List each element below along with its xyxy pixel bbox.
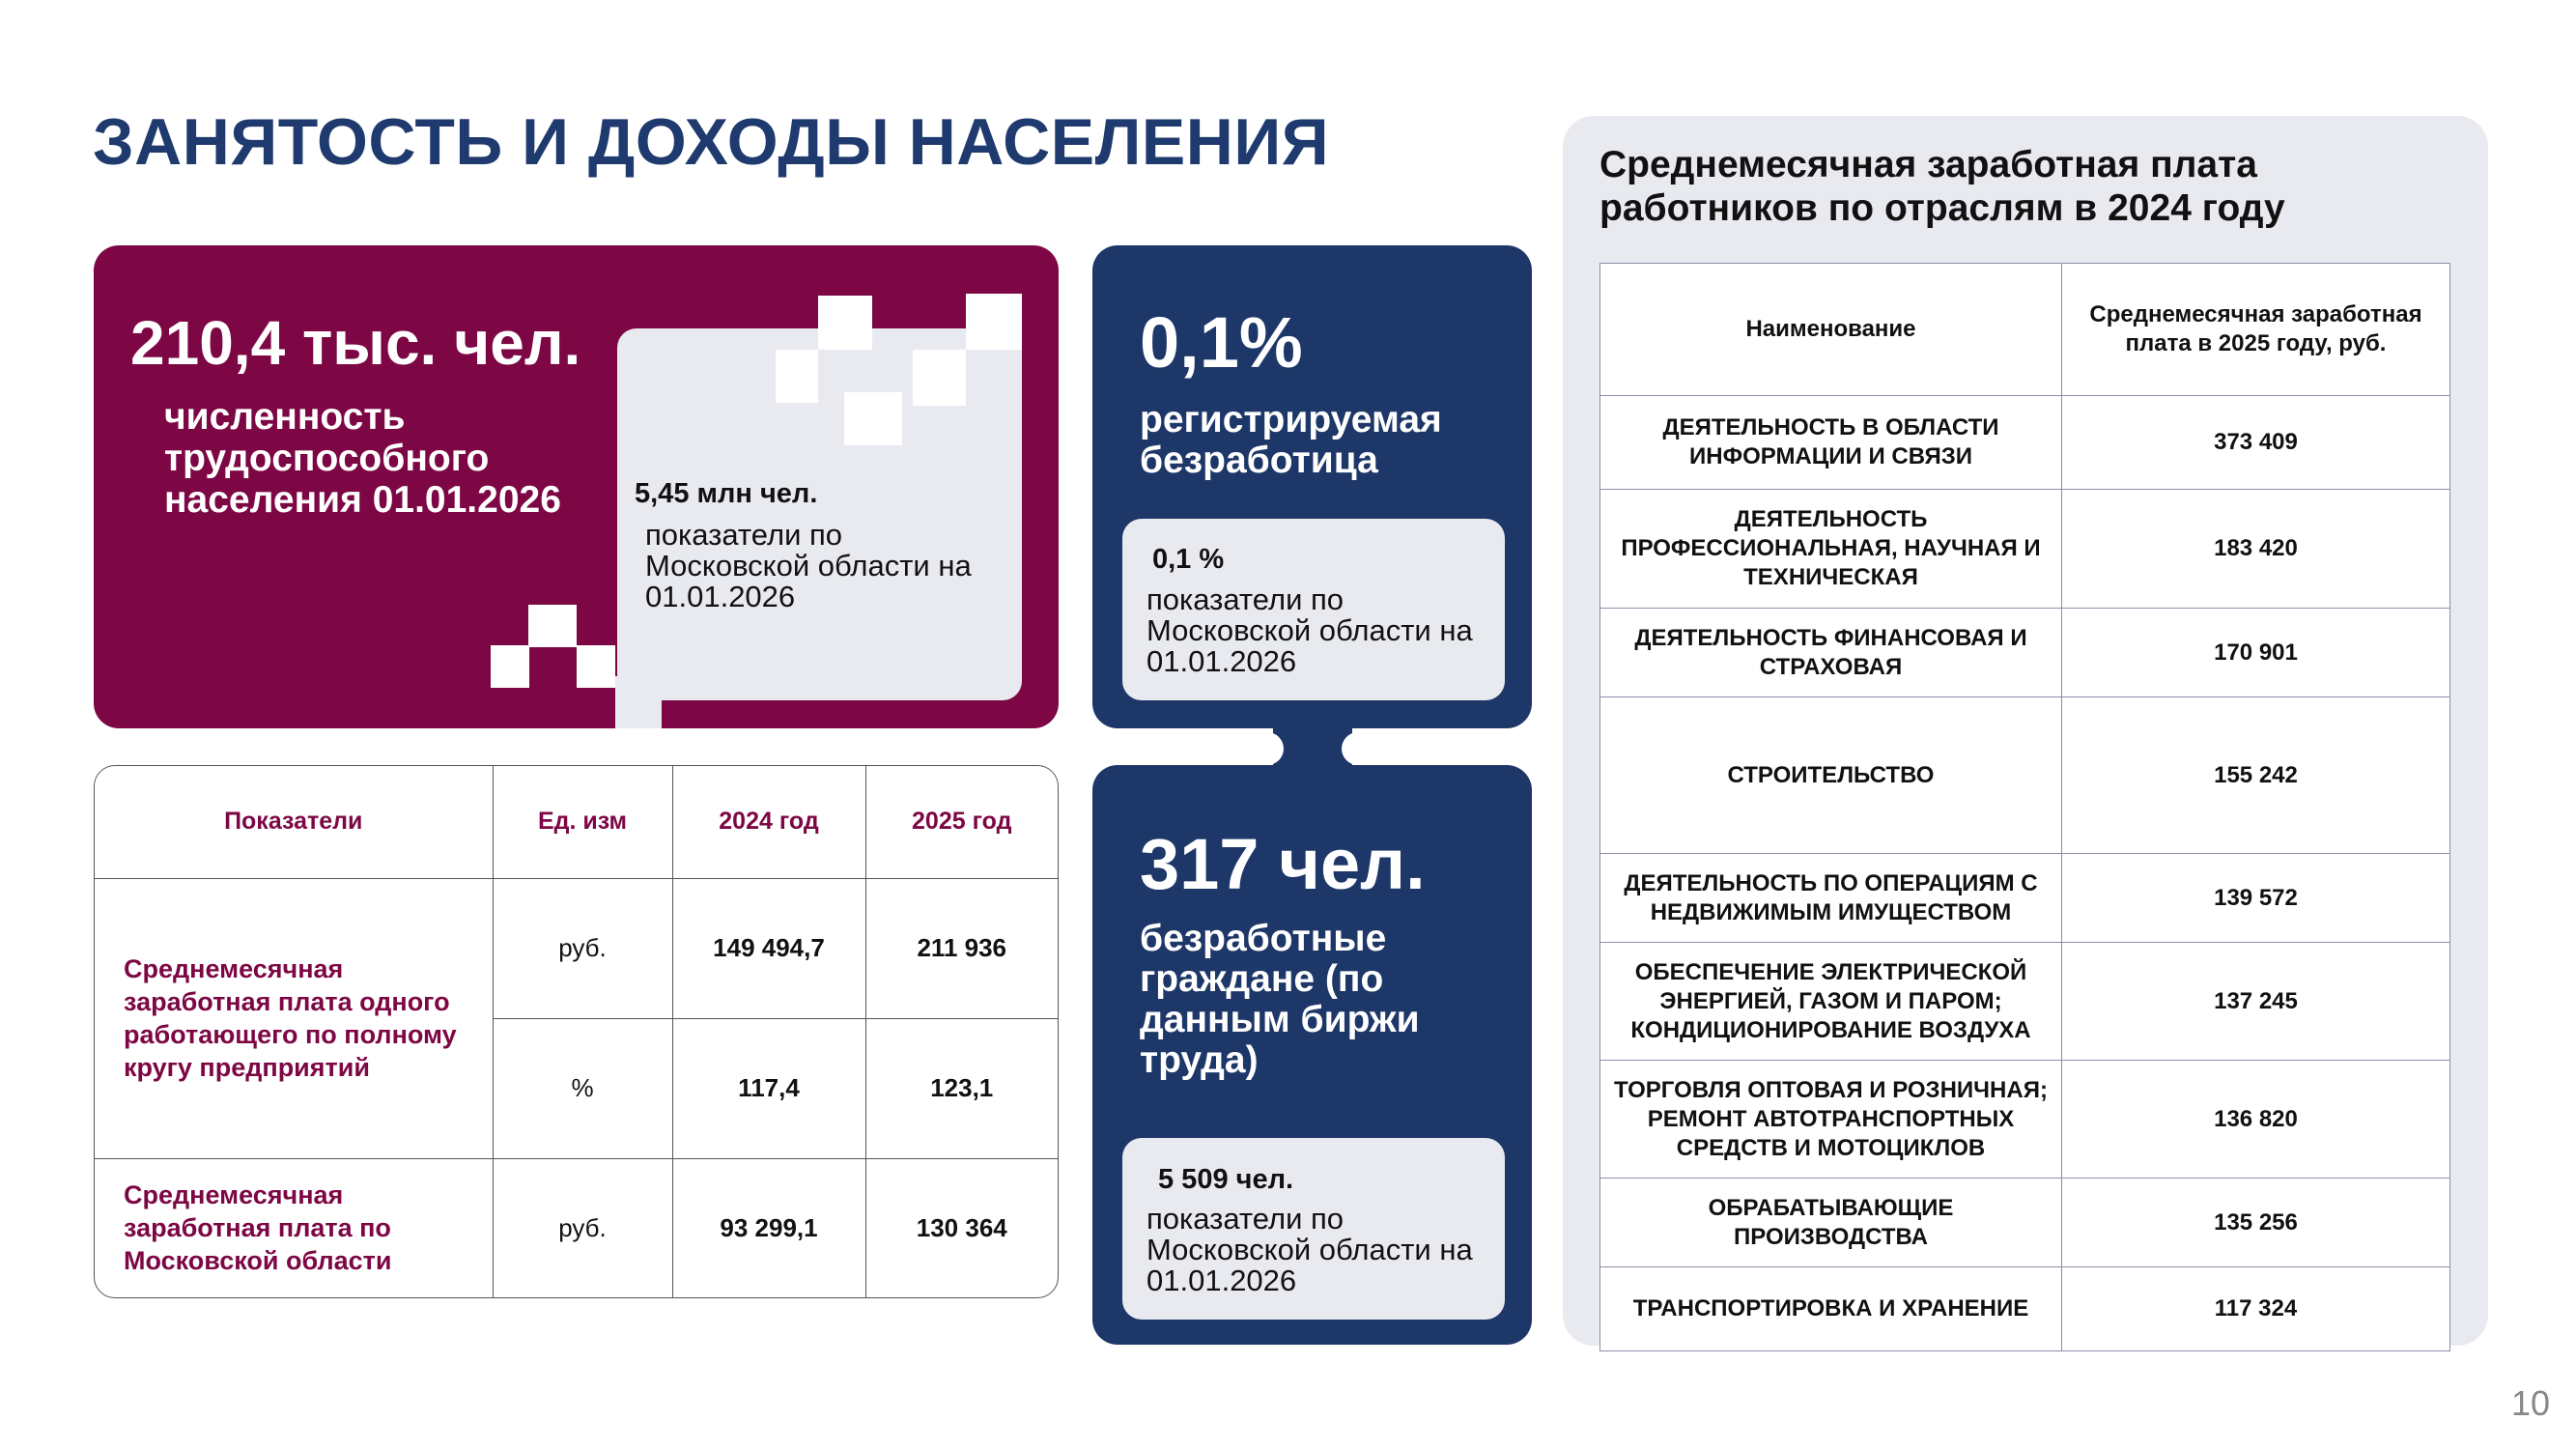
unit-cell: руб. (493, 878, 672, 1018)
industry-name: ДЕЯТЕЛЬНОСТЬ ФИНАНСОВАЯ И СТРАХОВАЯ (1600, 609, 2062, 697)
unemployment-label: регистрируемая безработица (1140, 399, 1442, 481)
row-label: Среднемесячная заработная плата по Московской области (95, 1158, 493, 1297)
industry-name: ОБРАБАТЫВАЮЩИЕ ПРОИЗВОДСТВА (1600, 1179, 2062, 1267)
workforce-value: 210,4 тыс. чел. (130, 308, 581, 378)
table-row (1600, 396, 2450, 490)
industry-name: ТОРГОВЛЯ ОПТОВАЯ И РОЗНИЧНАЯ; РЕМОНТ АВТОТРАНСПОРТНЫХ СРЕДСТВ И МОТОЦИКЛОВ (1600, 1061, 2062, 1179)
industry-salary: 373 409 (2062, 396, 2450, 490)
table-row (1600, 609, 2450, 697)
table-header-row (95, 766, 1058, 878)
table-row (1600, 697, 2450, 854)
workforce-label: численность трудоспособного населения 01.01.2026 (164, 396, 561, 521)
industry-salary: 155 242 (2062, 697, 2450, 854)
connector-cut-right (1342, 732, 1384, 765)
card-connector (1273, 723, 1352, 771)
table-row (1600, 1267, 2450, 1351)
table-header: 2024 год (672, 766, 865, 878)
table-row (1600, 490, 2450, 609)
table-row (1600, 854, 2450, 943)
industry-salary: 183 420 (2062, 490, 2450, 609)
industry-name: ОБЕСПЕЧЕНИЕ ЭЛЕКТРИЧЕСКОЙ ЭНЕРГИЕЙ, ГАЗОМ И ПАРОМ; КОНДИЦИОНИРОВАНИЕ ВОЗДУХА (1600, 943, 2062, 1061)
page-title: ЗАНЯТОСТЬ И ДОХОДЫ НАСЕЛЕНИЯ (93, 105, 1330, 179)
industry-salary: 135 256 (2062, 1179, 2450, 1267)
industry-name: ДЕЯТЕЛЬНОСТЬ ПРОФЕССИОНАЛЬНАЯ, НАУЧНАЯ И ТЕХНИЧЕСКАЯ (1600, 490, 2062, 609)
salary-panel-title: Среднемесячная заработная плата работников по отраслям в 2024 году (1599, 144, 2285, 229)
industry-name: СТРОИТЕЛЬСТВО (1600, 697, 2062, 854)
value-cell: 117,4 (672, 1018, 865, 1158)
table-row (1600, 1179, 2450, 1267)
unemployment-value: 0,1% (1140, 302, 1303, 383)
value-cell: 130 364 (865, 1158, 1058, 1297)
industry-salary: 139 572 (2062, 854, 2450, 943)
connector-cut-left (1241, 732, 1284, 765)
table-row (1600, 943, 2450, 1061)
value-cell: 123,1 (865, 1018, 1058, 1158)
unemployed-region-value: 5 509 чел. (1158, 1164, 1294, 1195)
unemployment-region-value: 0,1 % (1152, 544, 1225, 575)
table-header: Показатели (95, 766, 493, 878)
industry-salary: 136 820 (2062, 1061, 2450, 1179)
unemployed-label: безработные граждане (по данным биржи труда) (1140, 918, 1420, 1081)
industry-salary: 170 901 (2062, 609, 2450, 697)
unit-cell: руб. (493, 1158, 672, 1297)
table-header: 2025 год (865, 766, 1058, 878)
industry-salary: 137 245 (2062, 943, 2450, 1061)
unemployed-region-label: показатели по Московской области на 01.01.2026 (1146, 1202, 1473, 1297)
unemployment-region-label: показатели по Московской области на 01.01.2026 (1146, 582, 1473, 678)
value-cell: 211 936 (865, 878, 1058, 1018)
table-header: Наименование (1600, 264, 2062, 396)
row-label: Среднемесячная заработная плата одного работающего по полному кругу предприятий (95, 878, 493, 1158)
industry-name: ДЕЯТЕЛЬНОСТЬ ПО ОПЕРАЦИЯМ С НЕДВИЖИМЫМ ИМУЩЕСТВОМ (1600, 854, 2062, 943)
unemployed-value: 317 чел. (1140, 824, 1426, 904)
value-cell: 149 494,7 (672, 878, 865, 1018)
workforce-region-value: 5,45 млн чел. (635, 478, 818, 509)
table-header: Среднемесячная заработная плата в 2025 году, руб. (2062, 264, 2450, 396)
table-row (95, 878, 1058, 1018)
unit-cell: % (493, 1018, 672, 1158)
salary-table (1599, 263, 2449, 1350)
workforce-region-label: показатели по Московской области на 01.01.2026 (645, 518, 972, 613)
industry-name: ДЕЯТЕЛЬНОСТЬ В ОБЛАСТИ ИНФОРМАЦИИ И СВЯЗИ (1600, 396, 2062, 490)
value-cell: 93 299,1 (672, 1158, 865, 1297)
industry-name: ТРАНСПОРТИРОВКА И ХРАНЕНИЕ (1600, 1267, 2062, 1351)
table-row (95, 1158, 1058, 1297)
indicators-table (94, 765, 1059, 1298)
table-header-row (1600, 264, 2450, 396)
industry-salary: 117 324 (2062, 1267, 2450, 1351)
table-header: Ед. изм (493, 766, 672, 878)
page-number: 10 (2511, 1383, 2551, 1423)
table-row (1600, 1061, 2450, 1179)
